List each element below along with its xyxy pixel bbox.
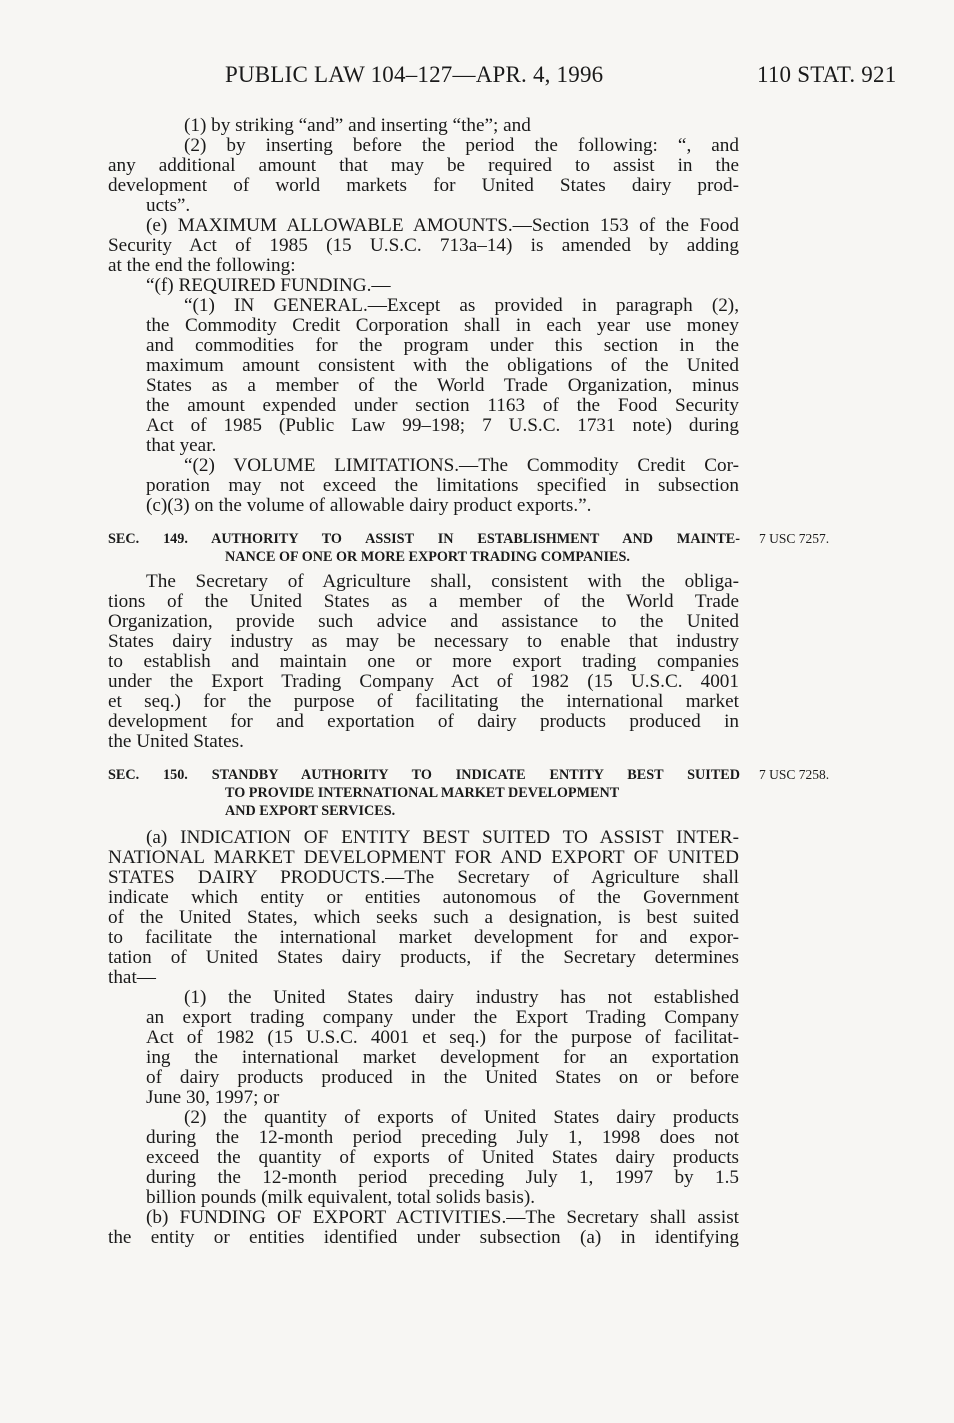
usc-margin-note: 7 USC 7257.	[759, 531, 830, 546]
heading-line: TO PROVIDE INTERNATIONAL MARKET DEVELOPMENT	[225, 785, 620, 801]
text-line: during the 12-month period preceding July 1, 1998 does not	[146, 1127, 739, 1148]
text-line: the amount expended under section 1163 of the Food Security	[146, 395, 739, 416]
text-line: the United States.	[108, 731, 244, 752]
text-line: (2) by inserting before the period the following: “, and	[184, 135, 739, 156]
text-line: The Secretary of Agriculture shall, consistent with the obliga-	[146, 571, 739, 592]
paragraph-2-heading: “(2) VOLUME LIMITATIONS.—The Commodity Credit Cor-	[184, 455, 739, 476]
usc-margin-note: 7 USC 7258.	[759, 767, 830, 782]
heading-line: NANCE OF ONE OR MORE EXPORT TRADING COMPANIES.	[225, 549, 630, 565]
text-line: under the Export Trading Company Act of 1982 (15 U.S.C. 4001	[108, 671, 739, 692]
text-line: poration may not exceed the limitations specified in subsection	[146, 475, 739, 496]
heading-line: AND EXPORT SERVICES.	[225, 803, 396, 819]
subsection-b-heading: (b) FUNDING OF EXPORT ACTIVITIES.—The Secretary shall assist	[146, 1207, 739, 1228]
public-law-citation: PUBLIC LAW 104–127—APR. 4, 1996	[225, 62, 604, 87]
paragraph-1-heading: “(1) IN GENERAL.—Except as provided in paragraph (2),	[184, 295, 739, 316]
paragraph-1: (1) the United States dairy industry has not established	[184, 987, 739, 1008]
text-line: the Commodity Credit Corporation shall in each year use money	[146, 315, 739, 336]
statute-page-number: 110 STAT. 921	[757, 62, 897, 87]
text-line: Organization, provide such advice and assistance to the United	[108, 611, 739, 632]
text-line: development for and exportation of dairy products produced in	[108, 711, 739, 732]
text-line: of dairy products produced in the United States on or before	[146, 1067, 739, 1088]
heading-line: SEC. 150. STANDBY AUTHORITY TO INDICATE ENTITY BEST SUITED	[108, 767, 740, 783]
text-line: during the 12-month period preceding July 1, 1997 by 1.5	[146, 1167, 739, 1188]
section-149-heading	[108, 530, 740, 566]
text-line: of the United States, which seeks such a designation, is best suited	[108, 907, 739, 928]
text-line: to establish and maintain one or more export trading companies	[108, 651, 739, 672]
text-line: tions of the United States as a member of the World Trade	[108, 591, 739, 612]
text-line: et seq.) for the purpose of facilitating the international market	[108, 691, 739, 712]
text-line: NATIONAL MARKET DEVELOPMENT FOR AND EXPORT OF UNITED	[108, 847, 739, 868]
text-line: tation of United States dairy products, if the Secretary determines	[108, 947, 739, 968]
text-line: June 30, 1997; or	[146, 1087, 280, 1108]
text-line: indicate which entity or entities autonomous of the Government	[108, 887, 739, 908]
section-150-heading	[108, 766, 740, 820]
text-line: ucts”.	[146, 195, 191, 216]
subsection-e-heading: (e) MAXIMUM ALLOWABLE AMOUNTS.—Section 153 of the Food	[146, 215, 739, 236]
text-line: States dairy industry as may be necessary to enable that industry	[108, 631, 739, 652]
text-line: States as a member of the World Trade Organization, minus	[146, 375, 739, 396]
text-line: Act of 1985 (Public Law 99–198; 7 U.S.C. 1731 note) during	[146, 415, 739, 436]
text-line: to facilitate the international market development for and expor-	[108, 927, 739, 948]
text-line: STATES DAIRY PRODUCTS.—The Secretary of Agriculture shall	[108, 867, 739, 888]
text-line: that year.	[146, 435, 217, 456]
text-line: (1) by striking “and” and inserting “the”; and	[184, 115, 531, 136]
text-line: development of world markets for United States dairy prod-	[108, 175, 739, 196]
text-line: an export trading company under the Export Trading Company	[146, 1007, 739, 1028]
text-line: that—	[108, 967, 156, 988]
text-line: (c)(3) on the volume of allowable dairy product exports.”.	[146, 495, 592, 516]
subsection-a-heading: (a) INDICATION OF ENTITY BEST SUITED TO ASSIST INTER-	[146, 827, 739, 848]
heading-line: SEC. 149. AUTHORITY TO ASSIST IN ESTABLISHMENT AND MAINTE-	[108, 531, 740, 547]
paragraph-2: (2) the quantity of exports of United States dairy products	[184, 1107, 739, 1128]
text-line: any additional amount that may be required to assist in the	[108, 155, 739, 176]
text-line: Security Act of 1985 (15 U.S.C. 713a–14) is amended by adding	[108, 235, 739, 256]
subsection-f-heading: “(f) REQUIRED FUNDING.—	[146, 275, 391, 296]
text-line: exceed the quantity of exports of United States dairy products	[146, 1147, 739, 1168]
text-line: and commodities for the program under this section in the	[146, 335, 739, 356]
text-line: billion pounds (milk equivalent, total solids basis).	[146, 1187, 536, 1208]
text-line: the entity or entities identified under subsection (a) in identifying	[108, 1227, 739, 1248]
text-line: ing the international market development for an exportation	[146, 1047, 739, 1068]
text-line: maximum amount consistent with the obligations of the United	[146, 355, 739, 376]
text-line: at the end the following:	[108, 255, 296, 276]
text-line: Act of 1982 (15 U.S.C. 4001 et seq.) for the purpose of facilitat-	[146, 1027, 739, 1048]
